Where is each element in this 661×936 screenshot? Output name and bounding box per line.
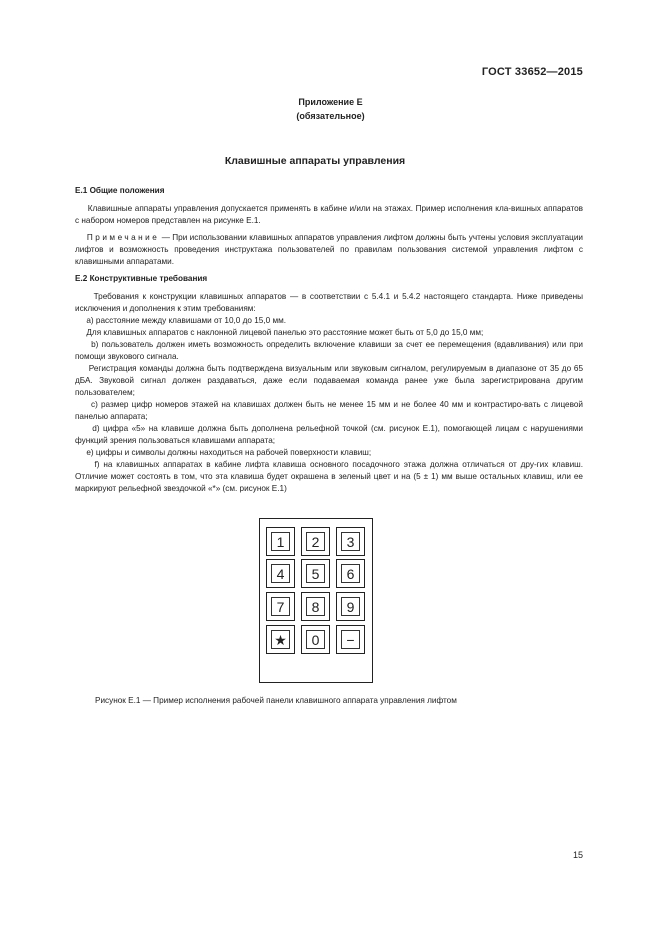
key-7: 7 (266, 592, 295, 621)
item-c: с) размер цифр номеров этажей на клавишах должен быть не менее 15 мм и не более 40 мм и контрастиро-вать с лицевой панелью аппарата; (75, 400, 583, 421)
section-e2-intro: Требования к конструкции клавишных аппаратов — в соответствии с 5.4.1 и 5.4.2 настоящего стандарта. Ниже приведены исключения и дополнения к этим требованиям: (75, 292, 584, 313)
note-label: Примечание (86, 233, 160, 242)
item-a-continued: Для клавишных аппаратов с наклонной лицевой панелью это расстояние может быть от 5,0 до 15,0 мм; (86, 328, 484, 337)
star-icon: ★ (271, 630, 290, 649)
item-f: f) на клавишных аппаратах в кабине лифта клавиша основного посадочного этажа должна отличаться от дру-гих клавиш. Отличие может состоять в том, что эта клавиша будет окрашена в зеленый цвет и на (5 ± 1) мм выше остальных клавиш, или ее маркируют рельефной звездочкой «*» (см. рисунок Е.1) (75, 460, 583, 493)
section-e1-note (75, 232, 583, 268)
item-b-continued: Регистрация команды должна быть подтверждена визуальным или звуковым сигналом, регулируемым в диапазоне от 35 до 65 дБА. Звуковой сигнал должен раздаваться, даже если подаваемая команда ранее уже была зарегистрирована другим пользователем; (75, 364, 583, 397)
key-0: 0 (301, 625, 330, 654)
section-e1-heading: Е.1 Общие положения (75, 186, 165, 195)
key-star (266, 625, 295, 654)
key-4: 4 (266, 559, 295, 588)
appendix-title: Приложение Е (298, 97, 363, 107)
standard-number: ГОСТ 33652—2015 (481, 66, 583, 78)
appendix-heading (0, 95, 661, 123)
section-e2-heading: Е.2 Конструктивные требования (75, 274, 208, 283)
key-3: 3 (336, 527, 365, 556)
key-2: 2 (301, 527, 330, 556)
section-e1-paragraph: Клавишные аппараты управления допускается применять в кабине и/или на этажах. Пример исполнения кла-вишных аппаратов с набором номеров представлен на рисунке Е.1. (75, 204, 584, 225)
keypad-figure (259, 518, 373, 683)
key-1: 1 (266, 527, 295, 556)
key-8: 8 (301, 592, 330, 621)
page-number: 15 (572, 850, 583, 860)
appendix-subtitle: (обязательное) (296, 111, 365, 121)
figure-caption: Рисунок Е.1 — Пример исполнения рабочей панели клавишного аппарата управления лифтом (95, 696, 457, 705)
body-text (75, 185, 583, 495)
main-title: Клавишные аппараты управления (224, 155, 406, 167)
item-a: а) расстояние между клавишами от 10,0 до 15,0 мм. (86, 316, 286, 325)
key-5: 5 (301, 559, 330, 588)
minus-icon: − (341, 630, 360, 649)
item-d: d) цифра «5» на клавише должна быть дополнена рельефной точкой (см. рисунок Е.1), помогающей лицам с нарушениями функций зрения пользоваться клавишами аппарата; (75, 424, 584, 445)
key-9: 9 (336, 592, 365, 621)
note-text: — При использовании клавишных аппаратов управления лифтом должны быть учтены условия эксплуатации лифтов и возможность проведения инструктажа пользователей по правилам пользования системой управления лифтом с клавишными аппаратами. (75, 233, 584, 266)
item-b: b) пользователь должен иметь возможность определить включение клавиши за счет ее перемещения (вдавливания) или при помощи звукового сигнала. (75, 340, 583, 361)
key-minus (336, 625, 365, 654)
item-e: е) цифры и символы должны находиться на рабочей поверхности клавиш; (86, 448, 372, 457)
key-6: 6 (336, 559, 365, 588)
